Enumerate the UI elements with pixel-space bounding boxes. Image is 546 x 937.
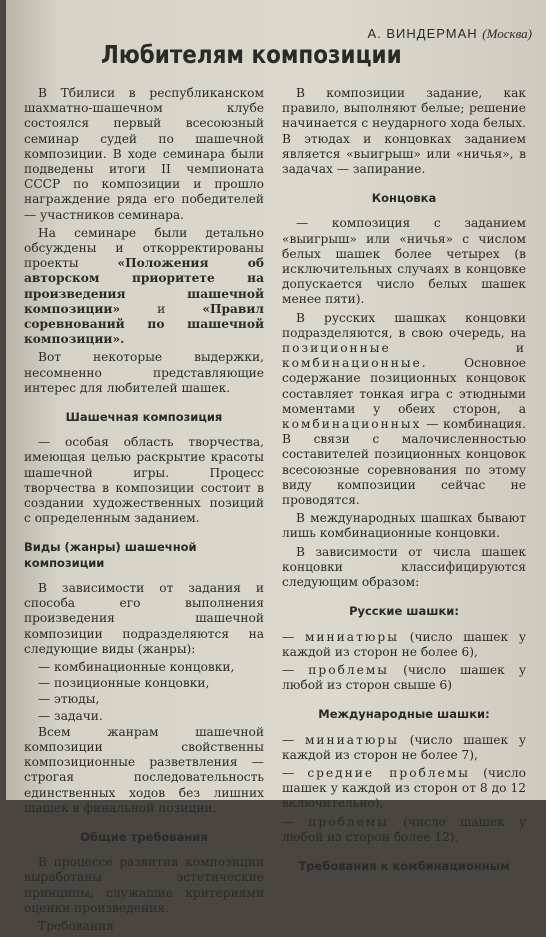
intro-p2-mid: и xyxy=(120,301,203,316)
requirements-paragraph: В процессе развития композиции выработаны эстетические принципы, служащие критериями оценки произведения. xyxy=(24,855,264,915)
right-column xyxy=(282,86,526,884)
dash: — xyxy=(282,732,305,747)
term: проблемы xyxy=(308,814,389,829)
international-item xyxy=(282,815,526,845)
regulation-title-1: «Положения об авторском приоритете на произведения шашечной композиции» xyxy=(24,256,264,316)
term-detail: (число шашек у любой из сторон более 12). xyxy=(282,814,526,844)
regulation-title-2: «Правил соревнований по шашечной композиции». xyxy=(24,301,264,347)
term: средние проблемы xyxy=(307,765,471,780)
article-title: Любителям композиции xyxy=(101,40,402,69)
dash: — xyxy=(282,765,308,780)
term-detail: (число шашек у каждой из сторон от 8 до 12 включительно), xyxy=(282,765,526,811)
heading-requirements: Общие требования xyxy=(80,829,208,844)
intro-p2-start: На семинаре были детально обсуждены и откорректированы проекты xyxy=(24,225,264,271)
dash: — xyxy=(282,814,309,829)
dash: — xyxy=(282,662,309,677)
heading-international-draughts: Международные шашки: xyxy=(318,707,490,722)
author-place: (Москва) xyxy=(482,26,532,41)
genre-item: — задачи. xyxy=(38,708,103,723)
russian-item xyxy=(282,663,526,693)
task-paragraph: В композиции задание, как правило, выполняют белые; решение начинается с неударного хода белых. В этюдах и концовках заданием является «выигрыш» или «ничья», в задачах — запирание. xyxy=(282,86,526,177)
heading-composition: Шашечная композиция xyxy=(65,410,223,425)
ending-term-combinational: комбинационных xyxy=(282,417,422,432)
term-detail: (число шашек у каждой из сторон не более 6), xyxy=(282,629,526,659)
requirements-continued: Требования xyxy=(38,918,114,933)
author-name: А. ВИНДЕРМАН xyxy=(367,26,478,41)
heading-ending: Концовка xyxy=(371,191,437,206)
term-detail: (число шашек у любой из сторон свыше 6) xyxy=(282,662,526,693)
magazine-page xyxy=(6,0,546,933)
heading-bottom: Требования к комбинационным xyxy=(298,858,510,873)
genres-outro: Всем жанрам шашечной композиции свойственны композиционные разветвления — строгая последовательность единственных ходов без лишних шашек в финальной позиции. xyxy=(24,724,264,815)
ending-definition: — композиция с заданием «выигрыш» или «ничья» с числом белых шашек более четырех (в исключительных случаях в концовке допускается число белых шашек менее пяти). xyxy=(282,216,526,307)
intro-paragraph-3: Вот некоторые выдержки, несомненно представляющие интерес для любителей шашек. xyxy=(24,350,264,395)
ending-term-positional: позиционные и комбинационные xyxy=(282,341,526,371)
international-item xyxy=(282,766,526,812)
genres-intro: В зависимости от задания и способа его выполнения произведения шашечной композиции подразделяются на следующие виды (жанры): xyxy=(24,580,264,656)
ending-p2-part-b: . Основное содержание позиционных концовок составляет тонкая игра с этюдными моментами у обеих сторон, а xyxy=(282,356,526,416)
international-item xyxy=(282,733,526,763)
left-column xyxy=(24,86,264,937)
heading-genres: Виды (жанры) шашечной композиции xyxy=(24,540,197,570)
russian-item xyxy=(282,630,526,660)
term: проблемы xyxy=(308,662,389,677)
composition-paragraph: — особая область творчества, имеющая целью раскрытие красоты шашечной игры. Процесс творчества в композиции состоит в создании художественных позиций с определенным заданием. xyxy=(24,435,264,526)
intro-paragraph-1: В Тбилиси в республиканском шахматно-шашечном клубе состоялся первый всесоюзный семинар судей по шашечной композиции. В ходе семинара были подведены итоги II чемпионата СССР по композиции и прошло награждение ряда его победителей — участников семинара. xyxy=(24,86,264,222)
term: миниатюры xyxy=(304,629,399,644)
genre-item: — этюды, xyxy=(38,692,100,707)
genre-item: — позиционные концовки, xyxy=(38,676,210,691)
term-detail: (число шашек у каждой из сторон не более 7), xyxy=(282,732,526,762)
genres-list xyxy=(24,660,264,724)
ending-paragraph-3: В международных шашках бывают лишь комбинационные концовки. xyxy=(282,511,526,541)
ending-p2-part-c: — комбинация. В связи с малочисленностью составителей позиционных концовок всесоюзные соревнования по этому виду композиции сейчас не проводятся. xyxy=(282,417,526,508)
ending-paragraph-4: В зависимости от числа шашек концовки классифицируются следующим образом: xyxy=(282,544,526,590)
heading-russian-draughts: Русские шашки: xyxy=(349,604,459,619)
dash: — xyxy=(282,629,305,644)
ending-paragraph-2 xyxy=(282,311,526,509)
intro-paragraph-2 xyxy=(24,226,264,348)
genre-item: — комбинационные концовки, xyxy=(38,659,235,674)
ending-p2-part-a: В русских шашках концовки подразделяются, в свою очередь, на xyxy=(282,310,526,340)
term: миниатюры xyxy=(304,732,399,747)
